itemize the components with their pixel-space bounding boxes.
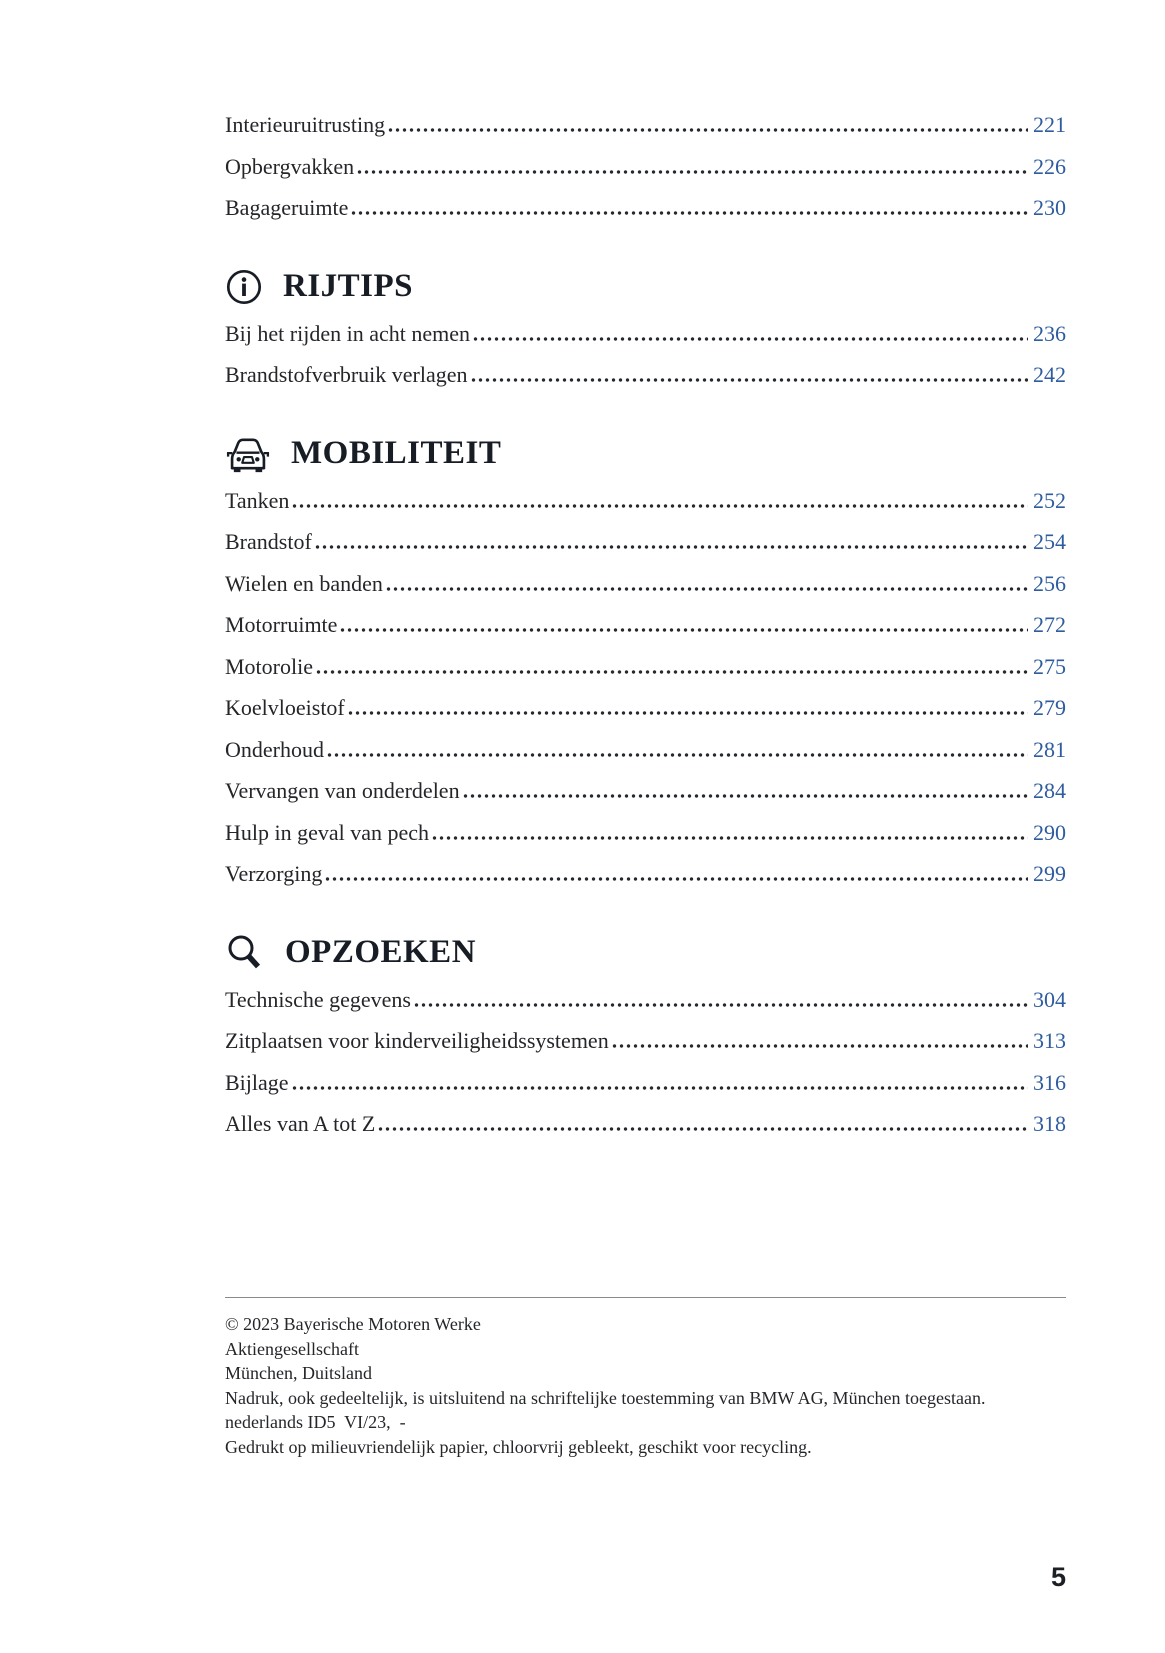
toc-entry-label: Tanken [225, 487, 290, 513]
toc-entry[interactable] [225, 529, 1066, 571]
toc-entry-page: 284 [1033, 778, 1066, 803]
section-heading-rijtips [225, 263, 1066, 311]
toc-entry-page: 252 [1033, 487, 1066, 513]
page-number: 5 [1050, 1562, 1066, 1592]
toc-entry-label: Onderhoud [225, 736, 324, 762]
paper-notice-line: Gedrukt op milieuvriendelijk papier, chloorvrij gebleekt, geschikt voor recycling. [225, 1436, 812, 1457]
toc-entry-page: 254 [1033, 529, 1066, 554]
toc-entry-label: Brandstofverbruik verlagen [225, 362, 468, 387]
toc-entry[interactable] [225, 695, 1066, 737]
toc-entry-page: 304 [1033, 986, 1066, 1012]
car-front-icon [225, 434, 271, 474]
company-line: Aktiengesellschaft [225, 1338, 359, 1359]
toc-entry-label: Verzorging [225, 861, 323, 886]
toc-entry[interactable] [225, 737, 1066, 779]
toc-entry[interactable] [225, 571, 1066, 613]
dot-leader [472, 335, 1028, 341]
toc-entry-label: Zitplaatsen voor kinderveiligheidssystemen [225, 1028, 609, 1053]
toc-entry-page: 290 [1033, 819, 1066, 845]
toc-entry-page: 272 [1033, 612, 1066, 637]
dot-leader [291, 502, 1028, 508]
toc-entry[interactable] [225, 778, 1066, 820]
toc-entry-label: Koelvloeistof [225, 695, 345, 720]
toc-entry[interactable] [225, 861, 1066, 903]
dot-leader [324, 875, 1028, 881]
section-title: OPZOEKEN [285, 934, 477, 970]
copyright-line: © 2023 Bayerische Motoren Werke [225, 1314, 481, 1334]
toc-entry-page: 236 [1033, 320, 1066, 346]
toc-entry-page: 226 [1033, 153, 1066, 179]
toc-entry-label: Hulp in geval van pech [225, 819, 430, 845]
toc-entry[interactable] [225, 195, 1066, 237]
dot-leader [385, 585, 1028, 591]
section-heading-opzoeken [225, 929, 1066, 977]
toc-entry-label: Wielen en banden [225, 570, 383, 596]
toc-entry[interactable] [225, 654, 1066, 696]
dot-leader [326, 751, 1028, 757]
toc-entry[interactable] [225, 362, 1066, 404]
location-line: München, Duitsland [225, 1363, 372, 1384]
dot-leader [339, 626, 1028, 632]
toc-entry-page: 318 [1033, 1111, 1066, 1136]
dot-leader [413, 1001, 1028, 1007]
toc-entry-label: Brandstof [225, 529, 312, 554]
toc-entry-label: Opbergvakken [225, 153, 355, 179]
dot-leader [356, 168, 1028, 174]
toc-entry[interactable] [225, 1070, 1066, 1112]
dot-leader [377, 1125, 1028, 1131]
toc-entry-label: Interieuruitrusting [225, 112, 386, 137]
toc-entry-label: Alles van A tot Z [225, 1111, 376, 1136]
section-title: RIJTIPS [283, 268, 414, 304]
dot-leader [347, 709, 1028, 715]
toc-entry[interactable] [225, 1028, 1066, 1070]
toc-entry-label: Motorruimte [225, 612, 338, 637]
dot-leader [291, 1084, 1028, 1090]
toc-entry[interactable] [225, 154, 1066, 196]
toc-entry[interactable] [225, 820, 1066, 862]
toc-entry[interactable] [225, 488, 1066, 530]
info-icon [225, 268, 263, 306]
toc-content [225, 112, 1066, 1153]
toc-entry-label: Vervangen van onderdelen [225, 778, 460, 803]
toc-entry[interactable] [225, 321, 1066, 363]
toc-entry-page: 221 [1033, 112, 1066, 137]
toc-entry-page: 230 [1033, 195, 1066, 220]
dot-leader [462, 792, 1028, 798]
imprint-footer [225, 1297, 1066, 1460]
reprint-notice-line: Nadruk, ook gedeeltelijk, is uitsluitend na schriftelijke toestemming van BMW AG, München toegestaan. [225, 1387, 986, 1408]
dot-leader [350, 209, 1028, 215]
toc-entry-page: 242 [1033, 362, 1066, 387]
toc-entry-page: 256 [1033, 570, 1066, 596]
toc-entry-label: Bijlage [225, 1069, 289, 1095]
edition-line: nederlands ID5 VI/23, - [225, 1412, 406, 1433]
dot-leader [314, 543, 1028, 549]
toc-entry-page: 299 [1033, 861, 1066, 886]
toc-entry-label: Bij het rijden in acht nemen [225, 320, 470, 346]
dot-leader [470, 376, 1028, 382]
toc-entry-label: Motorolie [225, 653, 313, 679]
toc-entry-page: 316 [1033, 1069, 1066, 1095]
toc-entry-label: Technische gegevens [225, 986, 411, 1012]
toc-entry[interactable] [225, 1111, 1066, 1153]
dot-leader [387, 126, 1028, 132]
toc-entry-page: 279 [1033, 695, 1066, 720]
dot-leader [611, 1042, 1028, 1048]
toc-entry-page: 281 [1033, 736, 1066, 762]
section-heading-mobiliteit [225, 430, 1066, 478]
dot-leader [315, 668, 1028, 674]
toc-entry-page: 275 [1033, 653, 1066, 679]
toc-entry-page: 313 [1033, 1028, 1066, 1053]
toc-entry[interactable] [225, 987, 1066, 1029]
search-icon [225, 933, 265, 973]
toc-entry[interactable] [225, 112, 1066, 154]
dot-leader [431, 834, 1028, 840]
section-title: MOBILITEIT [291, 435, 502, 471]
toc-entry-label: Bagageruimte [225, 195, 349, 220]
toc-entry[interactable] [225, 612, 1066, 654]
